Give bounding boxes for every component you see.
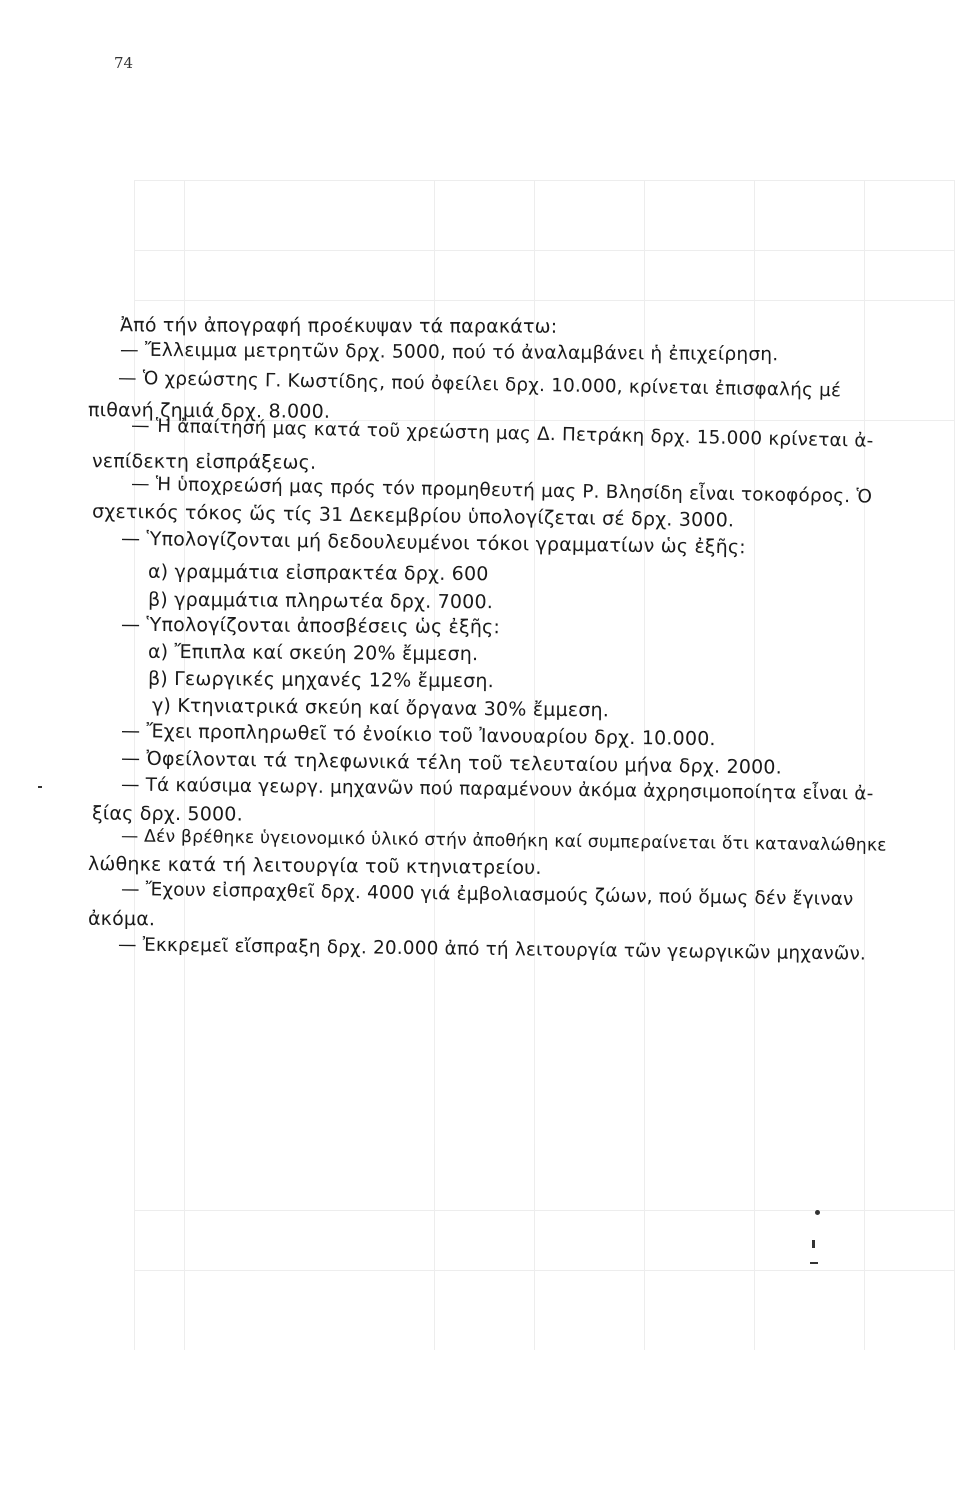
page-number: 74 xyxy=(114,54,134,72)
text-line: ξίας δρχ. 5000. xyxy=(91,802,243,826)
text-line: — Ὑπολογίζονται ἀποσβέσεις ὡς ἐξῆς: xyxy=(120,613,501,639)
text-line: — Ἔλλειμμα μετρητῶν δρχ. 5000, πού τό ἀναλαμβάνει ἡ ἐπιχείρηση. xyxy=(119,339,779,366)
text-line: — Ἡ ὑποχρεώσή μας πρός τόν προμηθευτή μας Ρ. Βλησίδη εἶναι τοκοφόρος. Ὁ xyxy=(130,473,873,508)
text-line: — Ὀφείλονται τά τηλεφωνικά τέλη τοῦ τελευταίου μήνα δρχ. 2000. xyxy=(120,747,783,779)
text-line: γ) Κτηνιατρικά σκεύη καί ὄργανα 30% ἔμμεση. xyxy=(151,694,610,722)
text-line: β) γραμμάτια πληρωτέα δρχ. 7000. xyxy=(147,588,494,614)
text-line: — Ἡ ἀπαίτησή μας κατά τοῦ χρεώστη μας Δ. Πετράκη δρχ. 15.000 κρίνεται ἀ- xyxy=(130,415,874,452)
text-line: — Ἔχουν εἰσπραχθεῖ δρχ. 4000 γιά ἐμβολιασμούς ζώων, πού ὅμως δέν ἔγιναν xyxy=(120,878,854,911)
text-line: Ἀπό τήν ἀπογραφή προέκυψαν τά παρακάτω: xyxy=(119,314,558,338)
text-line: — Ἔχει προπληρωθεῖ τό ἐνοίκιο τοῦ Ἰανουαρίου δρχ. 10.000. xyxy=(120,719,716,751)
text-line: ἀκόμα. xyxy=(87,907,156,931)
text-line: β) Γεωργικές μηχανές 12% ἔμμεση. xyxy=(147,667,495,693)
text-line: — Ἐκκρεμεῖ εἴσπραξη δρχ. 20.000 ἀπό τή λειτουργία τῶν γεωργικῶν μηχανῶν. xyxy=(117,934,867,965)
text-line: — Ὑπολογίζονται μή δεδουλευμένοι τόκοι γραμματίων ὡς ἐξῆς: xyxy=(120,527,747,559)
text-line: α) Ἔπιπλα καί σκεύη 20% ἔμμεση. xyxy=(147,640,479,666)
text-line: — Ὁ χρεώστης Γ. Κωστίδης, πού ὀφείλει δρχ. 10.000, κρίνεται ἐπισφαλής μέ xyxy=(117,367,842,402)
text-line: — Τά καύσιμα γεωργ. μηχανῶν πού παραμένουν ἀκόμα ἀχρησιμοποίητα εἶναι ἀ- xyxy=(120,774,874,805)
text-line: λώθηκε κατά τή λειτουργία τοῦ κτηνιατρείου. xyxy=(87,853,542,879)
text-line: σχετικός τόκος ὥς τίς 31 Δεκεμβρίου ὑπολογίζεται σέ δρχ. 3000. xyxy=(91,500,735,532)
text-line: πιθανή ζημιά δρχ. 8.000. xyxy=(87,399,331,423)
text-line: α) γραμμάτια εἰσπρακτέα δρχ. 600 xyxy=(147,560,489,586)
text-line: — Δέν βρέθηκε ὑγειονομικό ὑλικό στήν ἀποθήκη καί συμπεραίνεται ὅτι καταναλώθηκε xyxy=(120,826,887,856)
text-line: νεπίδεκτη εἰσπράξεως. xyxy=(91,450,317,474)
